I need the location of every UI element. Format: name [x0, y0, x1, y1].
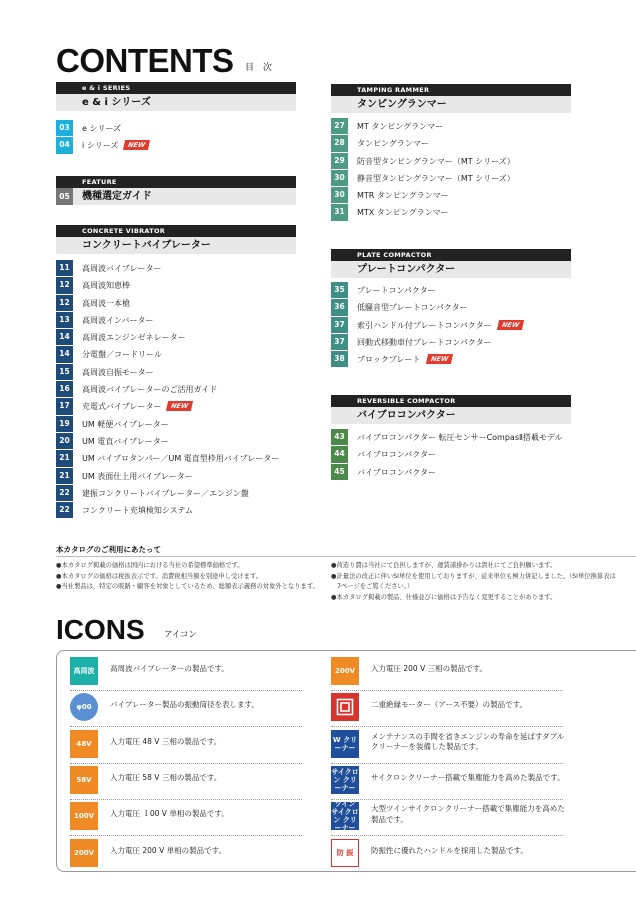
- item-label-text: 高周波知恵棒: [82, 281, 130, 291]
- item-label: [82, 416, 169, 433]
- item-label: [82, 485, 249, 502]
- item-label: [357, 118, 443, 135]
- list-item[interactable]: [56, 346, 306, 363]
- section-header-plate: [331, 249, 571, 279]
- icon-legend-row: [331, 837, 571, 873]
- list-item[interactable]: [56, 120, 296, 137]
- section-ja-title: タンピングランマー: [331, 96, 571, 113]
- page-title: CONTENTS: [56, 42, 234, 79]
- page-number: 30: [331, 170, 348, 186]
- icon-legend-row: [331, 691, 571, 727]
- section-items-reversible: [331, 429, 581, 481]
- icon-description: 高周波バイブレーターの製品です。: [110, 664, 229, 673]
- list-item[interactable]: [331, 204, 571, 221]
- page-number: 11: [56, 260, 73, 276]
- usage-note: ●本カタログの価格は税抜表示です。消費税相当額を別途申し受けます。: [56, 572, 262, 580]
- item-label: [82, 295, 130, 312]
- section-ja-title: e & i シリーズ: [56, 94, 296, 111]
- usage-notes-left: [56, 561, 321, 593]
- page-number: 03: [56, 120, 73, 136]
- usage-note: ●本カタログ掲載の価格は国内における当社の希望標準価格です。: [56, 562, 244, 569]
- list-item[interactable]: [331, 317, 571, 334]
- item-label: [82, 312, 153, 329]
- list-item[interactable]: [331, 446, 581, 463]
- usage-note: ●荷造り費は当社にて負担しますが、運賃諸掛かりは貴社にてご負担願います。: [331, 562, 557, 569]
- list-item[interactable]: [331, 153, 571, 170]
- item-label: [357, 351, 452, 368]
- list-item[interactable]: [56, 502, 306, 519]
- list-item[interactable]: [331, 135, 571, 152]
- section-ja-title: プレートコンパクター: [331, 261, 571, 278]
- item-label: [357, 170, 515, 187]
- cyclone-cleaner-icon: サイクロン クリーナー: [331, 767, 359, 792]
- item-label: [82, 260, 161, 277]
- page-number: 14: [56, 346, 73, 362]
- icon-legend-row: [331, 728, 571, 764]
- icon-description: 入力電圧 58 V 三相の製品です。: [110, 772, 222, 782]
- list-item[interactable]: [56, 433, 306, 450]
- usage-notes-right: [331, 561, 621, 603]
- list-item[interactable]: [56, 381, 306, 398]
- section-en-title: e & i SERIES: [56, 82, 296, 94]
- page-number: 21: [56, 468, 73, 484]
- divider: [56, 556, 636, 557]
- list-item[interactable]: [331, 187, 571, 204]
- icon-description: サイクロンクリーナー搭載で集塵能力を高めた製品です。: [371, 772, 565, 782]
- item-label: [357, 464, 436, 481]
- anti-vibration-icon: 防 振: [331, 839, 359, 867]
- section-ja-title: コンクリートバイブレーター: [56, 237, 296, 254]
- icon-description: 大型ツインサイクロンクリーナー搭載で集塵能力を高めた製品です。: [371, 804, 565, 824]
- icon-description: 防振性に優れたハンドルを採用した製品です。: [371, 845, 528, 855]
- item-label: [357, 429, 563, 446]
- item-label-text: UM 表面仕上用バイブレーター: [82, 471, 193, 481]
- list-item[interactable]: [331, 118, 571, 135]
- item-label-text: 高周波インバーター: [82, 315, 154, 325]
- section-header-reversible: [331, 395, 571, 425]
- item-label: [357, 334, 492, 351]
- icon-legend-row: [70, 691, 310, 727]
- icon-legend-row: [331, 800, 571, 836]
- icon-description: メンテナンスの手間を省きエンジンの寿命を延ばすダブルクリーナーを装備した製品です。: [371, 731, 565, 752]
- list-item[interactable]: [56, 364, 306, 381]
- item-label: [82, 277, 130, 294]
- item-label-text: バイブロコンパクター: [357, 450, 437, 460]
- 200v-icon: 200V: [70, 839, 98, 867]
- page-number: 15: [56, 364, 73, 380]
- item-label: [82, 433, 169, 450]
- item-label-text: 分電盤／コードリール: [82, 350, 162, 360]
- page-number: 31: [331, 204, 348, 220]
- page-subtitle: 目 次: [245, 63, 275, 73]
- page-number: 12: [56, 295, 73, 311]
- icon-legend-row: [70, 800, 310, 836]
- item-label-text: プレートコンパクター: [357, 286, 436, 295]
- page-number: 43: [331, 429, 348, 445]
- high-frequency-icon: 高周波: [70, 657, 98, 685]
- item-label: [357, 299, 468, 316]
- page-number: 28: [331, 135, 348, 151]
- page-number: 37: [331, 334, 348, 350]
- page-number: 17: [56, 398, 73, 414]
- item-label-text: ブロックプレート: [357, 355, 421, 365]
- item-label: [82, 398, 193, 415]
- item-label: [357, 446, 436, 463]
- 100v-icon: 100V: [70, 802, 98, 830]
- page-number: 44: [331, 446, 348, 462]
- item-label: [82, 450, 279, 467]
- item-label-text: 索引ハンドル付プレートコンパクター: [357, 320, 492, 330]
- page-number: 36: [331, 299, 348, 315]
- icon-description: 入力電圧 200 V 単相の製品です。: [110, 845, 226, 855]
- section-en-title: PLATE COMPACTOR: [331, 249, 571, 261]
- new-badge: NEW: [166, 401, 193, 411]
- icon-legend-row: [70, 764, 310, 800]
- list-item[interactable]: [56, 295, 306, 312]
- icon-description: 入力電圧 １00 V 単相の製品です。: [110, 809, 229, 819]
- 48v-icon: 48V: [70, 730, 98, 758]
- list-item[interactable]: [331, 282, 571, 299]
- icons-subtitle: アイコン: [164, 630, 197, 640]
- list-item[interactable]: [56, 416, 306, 433]
- new-badge: NEW: [425, 354, 452, 364]
- list-item[interactable]: [56, 485, 306, 502]
- item-label-text: コンクリート充填検知システム: [82, 506, 194, 516]
- section-en-title: TAMPING RAMMER: [331, 84, 571, 96]
- item-label: [82, 364, 154, 381]
- section-ja-title: バイブロコンパクター: [331, 407, 571, 424]
- section-items-plate: [331, 282, 571, 368]
- item-label: [82, 468, 193, 485]
- icon-legend-row: [70, 837, 310, 873]
- page-number: 22: [56, 502, 73, 518]
- section-items-rammer: [331, 118, 571, 222]
- item-label: [357, 135, 429, 152]
- item-label-text: バイブロコンパクター: [357, 467, 437, 477]
- item-label-text: e シリーズ: [82, 124, 122, 133]
- item-label-text: 高周波エンジンゼネレーター: [82, 333, 186, 343]
- item-label: [82, 502, 193, 519]
- list-item[interactable]: [331, 351, 571, 368]
- item-label-text: MTX タンピングランマー: [357, 208, 449, 218]
- page-number: 12: [56, 277, 73, 293]
- item-label-text: 高周波バイブレーター: [82, 264, 162, 273]
- double-insulation-icon: [331, 693, 359, 721]
- item-label-text: 高周波自振モーター: [82, 367, 154, 377]
- list-item[interactable]: [331, 464, 581, 481]
- item-label: [357, 282, 436, 299]
- list-item[interactable]: [331, 170, 571, 187]
- new-badge: NEW: [123, 140, 150, 150]
- usage-note: ●計量法の改正に伴いSI単位を使用しておりますが、従来単位も極力併記しました。（SI単位換算表は 7ページをご覧ください。）: [331, 572, 616, 590]
- list-item[interactable]: [331, 299, 571, 316]
- item-label: [82, 137, 149, 154]
- icon-description: 入力電圧 48 V 三相の製品です。: [110, 736, 222, 746]
- item-label-text: 建振コンクリートバイブレーター／エンジン盤: [82, 488, 249, 498]
- page-number: 27: [331, 118, 348, 134]
- section-items-vibrator: [56, 260, 306, 519]
- item-label-text: 低騒音型プレートコンパクター: [357, 303, 468, 313]
- item-label-text: UM 軽便バイブレーター: [82, 419, 169, 429]
- item-label-text: 回動式移動車付プレートコンパクター: [357, 337, 492, 347]
- page-number: 22: [56, 485, 73, 501]
- item-label: [82, 329, 186, 346]
- page-number: 45: [331, 464, 348, 480]
- list-item[interactable]: [56, 468, 306, 485]
- list-item[interactable]: [331, 429, 581, 446]
- item-label-text: バイブロコンパクター 転圧センサーCompasⅡ搭載モデル: [357, 433, 563, 442]
- diameter-icon: φ00: [70, 693, 98, 721]
- item-label: [82, 346, 162, 363]
- section-header-vibrator: [56, 225, 296, 255]
- item-label: [82, 381, 217, 398]
- icon-legend-row: [70, 728, 310, 764]
- list-item[interactable]: [56, 277, 306, 294]
- icon-legend-row: [331, 655, 571, 691]
- item-label-text: 静音型タンピングランマー（MT シリーズ）: [357, 173, 515, 183]
- section-en-title: CONCRETE VIBRATOR: [56, 225, 296, 237]
- page-number: 35: [331, 282, 348, 298]
- new-badge: NEW: [497, 320, 524, 330]
- section-header-ei: [56, 82, 296, 112]
- section-header-rammer: [331, 84, 571, 114]
- icon-description: バイブレーター製品の振動筒径を表します。: [110, 700, 259, 710]
- page-number: 37: [331, 317, 348, 333]
- twin-cyclone-cleaner-icon: ツイン サイクロン クリーナー: [331, 800, 359, 833]
- item-label-text: 防音型タンピングランマー（MT シリーズ）: [357, 156, 515, 166]
- list-item[interactable]: [56, 137, 296, 154]
- item-label-text: UM バイブロタンパー／UM 電直型枠用バイブレーター: [82, 454, 280, 464]
- 58v-icon: 58V: [70, 766, 98, 794]
- list-item[interactable]: [331, 334, 571, 351]
- usage-title: 本カタログのご利用にあたって: [56, 545, 161, 554]
- page-number: 16: [56, 381, 73, 397]
- item-label: [82, 120, 121, 137]
- usage-note: ●当社製品は、特定の販路・顧客を対象としているため、総額表示義務の対象外となります。: [56, 583, 319, 590]
- item-label-text: MTR タンピングランマー: [357, 191, 449, 201]
- page-number: 38: [331, 351, 348, 367]
- item-label: [357, 187, 449, 204]
- item-label-text: MT タンピングランマー: [357, 122, 444, 131]
- list-item[interactable]: [56, 188, 73, 205]
- page-number: 13: [56, 312, 73, 328]
- item-label-text: 高周波一本槍: [82, 298, 130, 308]
- page-number: 21: [56, 450, 73, 466]
- page-number: 30: [331, 187, 348, 203]
- item-label-text: 高周波バイブレーターのご活用ガイド: [82, 385, 218, 395]
- item-label-text: タンピングランマー: [357, 139, 429, 149]
- item-label: [357, 153, 515, 170]
- section-header-feature: [56, 176, 296, 206]
- usage-note: ●本カタログ掲載の製品、仕様並びに価格は予告なく変更することがあります。: [331, 593, 557, 601]
- page-number: 04: [56, 137, 73, 153]
- icon-description: 入力電圧 200 V 三相の製品です。: [371, 664, 487, 673]
- page-number: 19: [56, 416, 73, 432]
- section-en-title: FEATURE: [56, 176, 296, 188]
- section-en-title: REVERSIBLE COMPACTOR: [331, 395, 571, 407]
- list-item[interactable]: [56, 329, 306, 346]
- page-number: 14: [56, 329, 73, 345]
- item-label-text: i シリーズ: [82, 141, 119, 151]
- list-item[interactable]: [56, 450, 306, 467]
- 200v-three-phase-icon: 200V: [331, 657, 359, 685]
- list-item[interactable]: [56, 260, 306, 277]
- section-items-ei: [56, 120, 296, 155]
- item-label: [357, 317, 523, 334]
- page-number: 29: [331, 153, 348, 169]
- list-item[interactable]: [56, 398, 306, 415]
- icons-title: ICONS: [56, 614, 145, 645]
- icon-legend-row: [70, 655, 310, 691]
- page-number: 05: [56, 188, 73, 205]
- item-label-text: UM 電直バイブレーター: [82, 436, 169, 446]
- item-label: [357, 204, 449, 221]
- list-item[interactable]: [56, 312, 306, 329]
- section-ja-title: 機種選定ガイド: [56, 188, 296, 205]
- w-cleaner-icon: W クリーナー: [331, 730, 359, 758]
- page-number: 20: [56, 433, 73, 449]
- item-label-text: 充電式バイブレーター: [82, 402, 162, 412]
- icon-legend-row: [331, 764, 571, 800]
- icon-description: 二重絶縁モーター（アース不要）の製品です。: [371, 700, 527, 710]
